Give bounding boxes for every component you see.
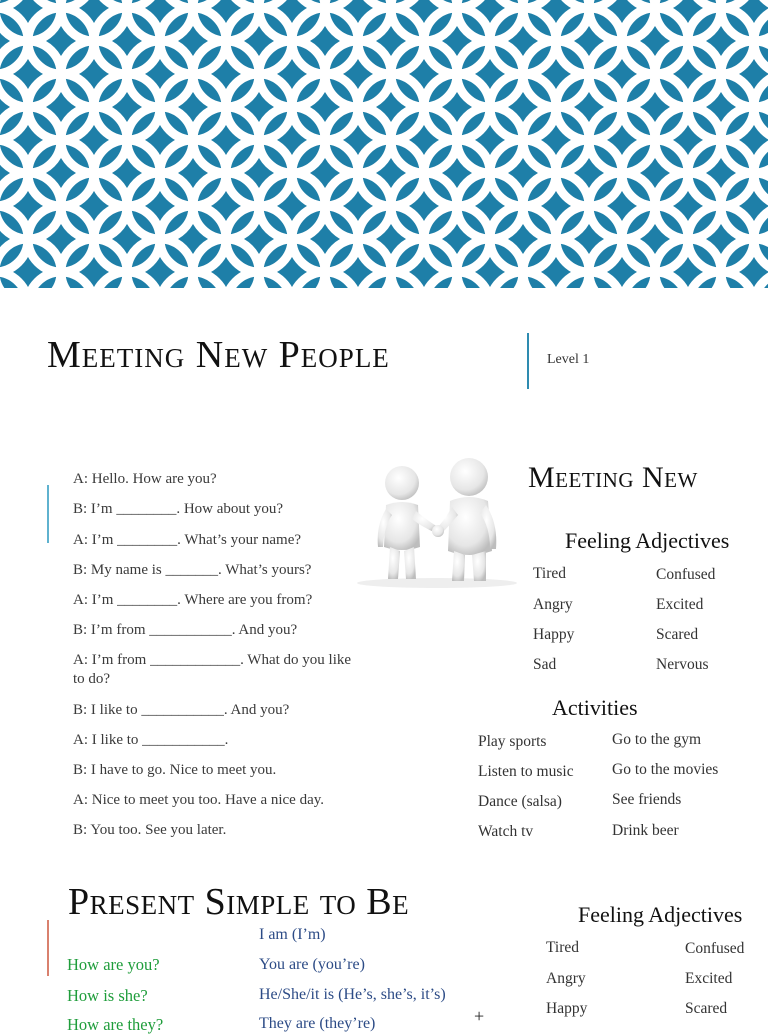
be-form: You are (you’re) bbox=[259, 956, 365, 973]
feeling-word: Confused bbox=[656, 566, 716, 583]
level-label: Level 1 bbox=[547, 352, 590, 367]
section-heading: Feeling Adjectives bbox=[565, 528, 730, 553]
plus-sign: + bbox=[474, 1006, 485, 1026]
activity-word: Drink beer bbox=[612, 822, 679, 839]
dialogue-line: A: I’m ________. Where are you from? bbox=[73, 592, 313, 608]
dialogue-line: B: You too. See you later. bbox=[73, 822, 227, 838]
dialogue-line: to do? bbox=[73, 671, 111, 687]
section-heading: Activities bbox=[552, 695, 638, 720]
handshake-figures-icon bbox=[352, 455, 517, 595]
activity-word: Play sports bbox=[478, 733, 547, 750]
slide-title: Meeting New People bbox=[47, 334, 390, 376]
activity-word: Dance (salsa) bbox=[478, 793, 562, 810]
activity-word: Go to the gym bbox=[612, 731, 702, 748]
title-divider bbox=[527, 333, 529, 389]
feeling-word: Scared bbox=[685, 1000, 728, 1017]
feeling-word: Excited bbox=[656, 596, 704, 613]
activity-word: Listen to music bbox=[478, 763, 574, 780]
feeling-word: Angry bbox=[546, 970, 586, 987]
section-heading: Feeling Adjectives bbox=[578, 902, 743, 927]
feeling-word: Happy bbox=[533, 626, 575, 643]
banner-pattern-icon bbox=[0, 0, 768, 288]
accent-bar bbox=[47, 485, 49, 543]
dialogue-line: A: I like to ___________. bbox=[73, 732, 229, 748]
activity-word: Watch tv bbox=[478, 823, 534, 840]
dialogue-line: B: My name is _______. What’s yours? bbox=[73, 562, 312, 578]
dialogue-line: B: I’m ________. How about you? bbox=[73, 501, 283, 517]
feeling-word: Excited bbox=[685, 970, 733, 987]
activity-word: Go to the movies bbox=[612, 761, 719, 778]
question: How is she? bbox=[67, 986, 148, 1005]
question: How are you? bbox=[67, 955, 160, 974]
feeling-word: Scared bbox=[656, 626, 699, 643]
dialogue-line: A: Hello. How are you? bbox=[73, 471, 217, 487]
feeling-word: Tired bbox=[533, 565, 567, 582]
dialogue-line: B: I like to ___________. And you? bbox=[73, 702, 290, 718]
feeling-word: Angry bbox=[533, 596, 573, 613]
dialogue-line: B: I’m from ___________. And you? bbox=[73, 622, 298, 638]
dialogue-line: A: I’m ________. What’s your name? bbox=[73, 532, 302, 548]
slide-title: Meeting New bbox=[528, 461, 698, 494]
question: How are they? bbox=[67, 1015, 164, 1034]
dialogue-line: B: I have to go. Nice to meet you. bbox=[73, 762, 277, 778]
dialogue-line: A: Nice to meet you too. Have a nice day. bbox=[73, 792, 325, 808]
be-form: He/She/it is (He’s, she’s, it’s) bbox=[259, 986, 446, 1003]
feeling-word: Sad bbox=[533, 656, 557, 673]
feeling-word: Confused bbox=[685, 940, 745, 957]
accent-bar bbox=[47, 920, 49, 976]
dialogue-line: A: I’m from ____________. What do you like bbox=[73, 652, 352, 668]
be-form: I am (I’m) bbox=[259, 926, 326, 943]
activity-word: See friends bbox=[612, 791, 682, 808]
feeling-word: Tired bbox=[546, 939, 580, 956]
be-form: They are (they’re) bbox=[259, 1015, 376, 1032]
feeling-word: Happy bbox=[546, 1000, 588, 1017]
slide-title: Present Simple to Be bbox=[68, 881, 410, 923]
feeling-word: Nervous bbox=[656, 656, 709, 673]
